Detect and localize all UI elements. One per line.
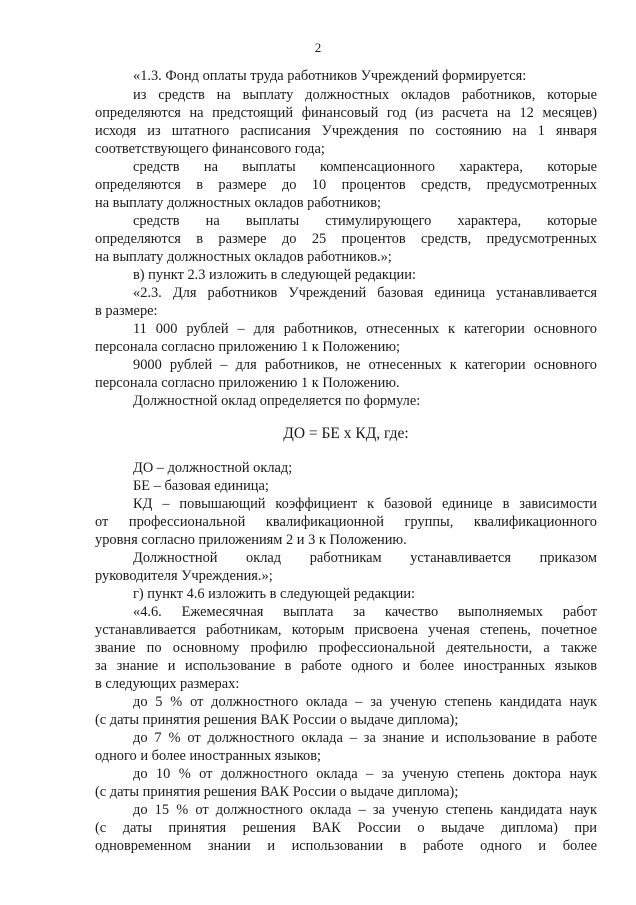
text-line: БЕ – базовая единица; (133, 478, 269, 494)
text-line: уровня согласно приложениям 2 и 3 к Положению. (95, 532, 407, 548)
text-line: средств на выплаты стимулирующего характера, которые (133, 213, 597, 229)
text-line: руководителя Учреждения.»; (95, 568, 273, 584)
text-line: до 15 % от должностного оклада – за ученую степень кандидата наук (133, 802, 597, 818)
text-line: «2.3. Для работников Учреждений базовая единица устанавливается (133, 285, 597, 301)
text-line: до 5 % от должностного оклада – за ученую степень кандидата наук (133, 694, 597, 710)
text-line: (с даты принятия решения ВАК России о выдаче диплома); (95, 712, 459, 728)
text-line: на выплату должностных окладов работников.»; (95, 249, 392, 265)
text-line: 11 000 рублей – для работников, отнесенных к категории основного (133, 321, 597, 337)
text-line: одновременном знании и использовании в работе одного и более (95, 838, 597, 854)
text-line: на выплату должностных окладов работников; (95, 195, 381, 211)
text-line: в) пункт 2.3 изложить в следующей редакции: (133, 267, 416, 283)
text-line: «4.6. Ежемесячная выплата за качество выполняемых работ (133, 604, 597, 620)
text-line: (с даты принятия решения ВАК России о выдаче диплома) при (95, 820, 597, 836)
formula: ДО = БЕ х КД, где: (283, 425, 409, 442)
text-line: персонала согласно приложению 1 к Положению; (95, 339, 401, 355)
text-line: ДО – должностной оклад; (133, 460, 293, 476)
text-line: (с даты принятия решения ВАК России о выдаче диплома); (95, 784, 459, 800)
text-line: до 10 % от должностного оклада – за ученую степень доктора наук (133, 766, 597, 782)
text-line: Должностной оклад работникам устанавливается приказом (133, 550, 597, 566)
text-line: от профессиональной квалификационной группы, квалификационного (95, 514, 597, 530)
text-line: соответствующего финансового года; (95, 141, 325, 157)
text-line: персонала согласно приложению 1 к Положению. (95, 375, 400, 391)
text-line: определяются в размере до 25 процентов средств, предусмотренных (95, 231, 597, 247)
text-line: г) пункт 4.6 изложить в следующей редакции: (133, 586, 416, 602)
text-line: средств на выплаты компенсационного характера, которые (133, 159, 597, 175)
text-line: в размере: (95, 303, 158, 319)
text-line: определяются на предстоящий финансовый год (из расчета на 12 месяцев) (95, 105, 597, 121)
text-line: «1.3. Фонд оплаты труда работников Учреждений формируется: (133, 68, 527, 84)
text-line: из средств на выплату должностных окладов работников, которые (133, 87, 597, 103)
text-line: устанавливается работникам, которым присвоена ученая степень, почетное (95, 622, 597, 638)
text-line: Должностной оклад определяется по формуле: (133, 393, 421, 409)
text-line: за знание и использование в работе одного и более иностранных языков (95, 658, 597, 674)
text-line: 9000 рублей – для работников, не отнесенных к категории основного (133, 357, 597, 373)
text-line: КД – повышающий коэффициент к базовой единице в зависимости (133, 496, 597, 512)
text-line: определяются в размере до 10 процентов средств, предусмотренных (95, 177, 597, 193)
page-number: 2 (314, 40, 322, 55)
text-line: до 7 % от должностного оклада – за знание и использование в работе (133, 730, 597, 746)
text-line: одного и более иностранных языков; (95, 748, 321, 764)
text-line: звание по основному профилю профессиональной деятельности, а также (95, 640, 597, 656)
text-line: в следующих размерах: (95, 676, 240, 692)
text-line: исходя из штатного расписания Учреждения по состоянию на 1 января (95, 123, 597, 139)
